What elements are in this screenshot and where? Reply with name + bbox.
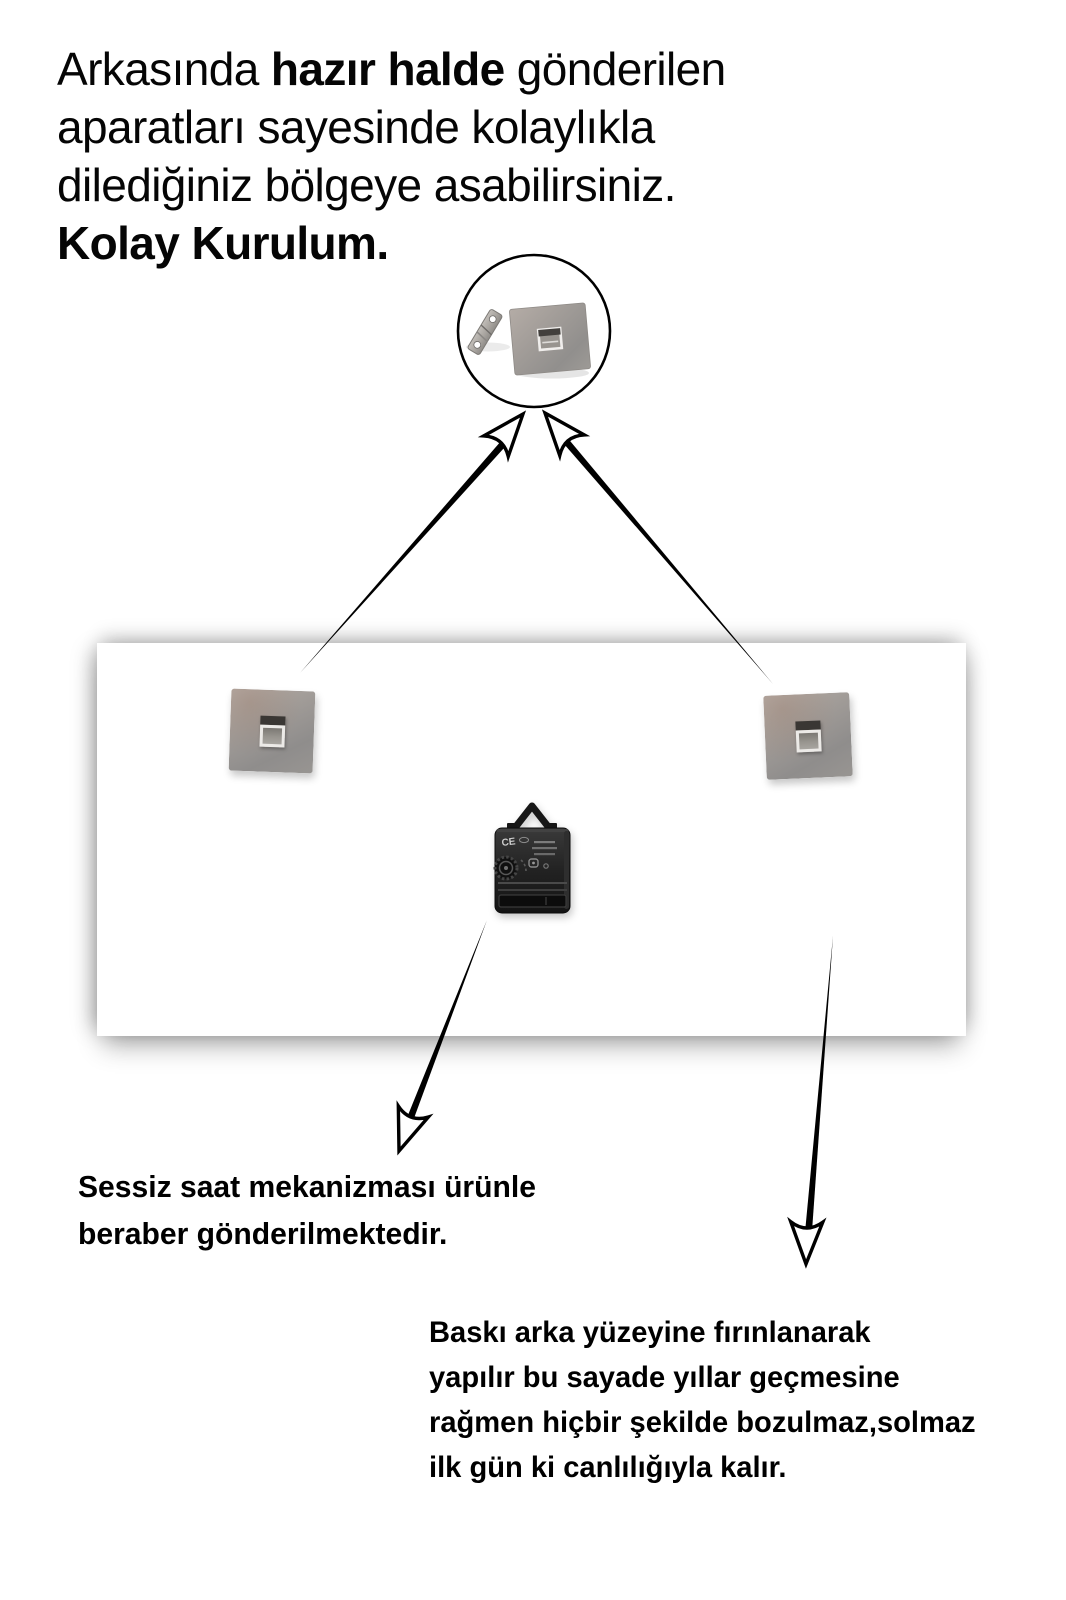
print-note	[429, 1310, 976, 1490]
heading-easy-install-label: Kolay Kurulum.	[57, 217, 389, 269]
heading-line-2: aparatları sayesinde kolaylıkla	[57, 101, 655, 153]
heading-line-4	[57, 214, 726, 272]
heading-line1-bold: hazır halde	[270, 43, 505, 95]
heading-line1-post: gönderilen	[504, 43, 726, 95]
mounting-plate-photo	[509, 303, 590, 375]
mechanism-note	[78, 1163, 536, 1257]
mechanism-note-line-2: beraber gönderilmektedir.	[78, 1216, 448, 1251]
mechanism-embossed-text	[532, 841, 557, 855]
mechanism-note-line-1: Sessiz saat mekanizması ürünle	[78, 1169, 536, 1204]
clock-mechanism	[486, 798, 578, 920]
hardware-detail-circle	[456, 253, 612, 409]
arrowhead-up-left-icon	[484, 404, 536, 457]
hook-frame	[259, 724, 285, 747]
mechanism-body	[495, 828, 570, 913]
arrowhead-down-icon	[790, 1222, 823, 1265]
heading-line-3: dilediğiniz bölgeye asabilirsiniz.	[57, 159, 676, 211]
mounting-hook-icon	[259, 715, 285, 747]
print-note-line-1: Baskı arka yüzeyine fırınlanarak	[429, 1316, 871, 1349]
heading-line-1	[57, 40, 726, 98]
arrowhead-down-left-icon	[384, 1106, 428, 1156]
time-set-gear-icon	[495, 857, 517, 879]
mounting-hook-icon	[795, 720, 821, 752]
print-note-line-2: yapılır bu sayade yıllar geçmesine	[429, 1361, 900, 1394]
mounting-plate-right	[763, 692, 853, 780]
instruction-heading	[57, 40, 726, 272]
print-note-line-4: ilk gün ki canlılığıyla kalır.	[429, 1451, 787, 1484]
mounting-plate-left	[229, 689, 316, 774]
mechanism-hanger-icon	[507, 806, 557, 831]
print-note-line-3: rağmen hiçbir şekilde bozulmaz,solmaz	[429, 1406, 976, 1439]
arrowhead-up-right-icon	[533, 403, 585, 456]
hook-frame	[795, 729, 821, 752]
ce-mark-label: CE	[501, 836, 517, 849]
arrow-left-plate-to-detail	[300, 442, 506, 673]
heading-line1-pre: Arkasında	[57, 43, 271, 95]
